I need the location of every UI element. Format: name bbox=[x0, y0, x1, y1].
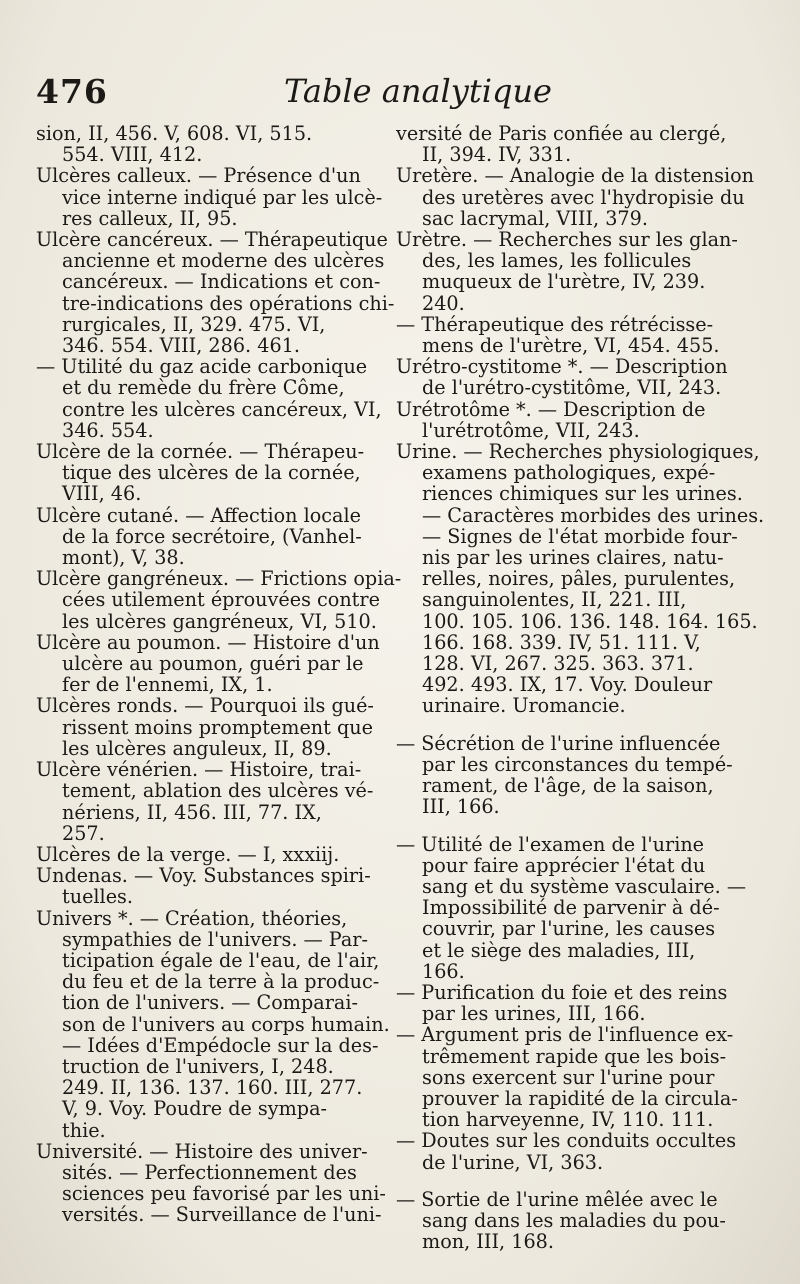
index-entry-line: sac lacrymal, VIII, 379. bbox=[422, 206, 648, 230]
index-entry-continuation bbox=[396, 123, 756, 165]
index-entry-line: sympathies de l'univers. — Par- bbox=[62, 927, 368, 951]
index-entry-line: sang et du système vasculaire. — bbox=[422, 874, 747, 898]
index-entry-line: du feu et de la terre à la produc- bbox=[62, 970, 380, 994]
index-entry bbox=[36, 567, 402, 633]
index-entry bbox=[396, 314, 756, 356]
index-column-right bbox=[396, 122, 765, 1254]
running-title: Table analytique bbox=[284, 72, 552, 110]
index-entry-line: rurgicales, II, 329. 475. VI, bbox=[62, 312, 326, 336]
index-entry-line: 492. 493. IX, 17. Voy. Douleur bbox=[422, 673, 713, 697]
index-entry-line: Ulcère vénérien. — Histoire, trai- bbox=[36, 758, 362, 782]
index-entry-line: mens de l'urètre, VI, 454. 455. bbox=[422, 334, 720, 358]
index-entry-line: — Argument pris de l'influence ex- bbox=[396, 1023, 734, 1047]
index-entry-line: Ulcère cancéreux. — Thérapeutique bbox=[36, 228, 388, 252]
index-entry-line: 346. 554. VIII, 286. 461. bbox=[62, 334, 300, 358]
index-entry-line: tique des ulcères de la cornée, bbox=[62, 461, 361, 485]
index-entry-line: nériens, II, 456. III, 77. IX, bbox=[62, 800, 322, 824]
index-entry bbox=[36, 355, 382, 442]
index-entry-line: II, 394. IV, 331. bbox=[422, 143, 572, 167]
index-entry bbox=[36, 1139, 386, 1227]
index-entry bbox=[396, 229, 756, 314]
index-entry bbox=[36, 695, 378, 759]
index-entry bbox=[36, 228, 395, 358]
index-entry bbox=[396, 440, 765, 718]
index-entry-line: sciences peu favorisé par les uni- bbox=[62, 1182, 386, 1206]
index-entry bbox=[396, 834, 756, 982]
index-entry-line: Uretère. — Analogie de la distension bbox=[396, 164, 754, 188]
page-header bbox=[36, 72, 760, 122]
index-entry bbox=[396, 1189, 756, 1253]
index-entry-line: Impossibilité de parvenir à dé- bbox=[422, 896, 720, 920]
index-entry-line: Ulcères de la verge. — I, xxxiij. bbox=[36, 842, 340, 866]
index-entry-line: urinaire. Uromancie. bbox=[422, 694, 626, 718]
index-entry-line: sang dans les maladies du pou- bbox=[422, 1208, 726, 1232]
index-entry-line: res calleux, II, 95. bbox=[62, 206, 238, 230]
index-entry-line: 249. II, 136. 137. 160. III, 277. bbox=[62, 1076, 363, 1100]
index-entry-line: sons exercent sur l'urine pour bbox=[422, 1065, 715, 1089]
index-entry-line: Urétrotôme *. — Description de bbox=[396, 397, 706, 421]
index-entry-line: 166. 168. 339. IV, 51. 111. V, bbox=[422, 630, 701, 654]
index-entry-line: vice interne indiqué par les ulcè- bbox=[62, 185, 383, 209]
index-entry-line: — Idées d'Empédocle sur la des- bbox=[62, 1033, 379, 1057]
index-entry-line: rissent moins promptement que bbox=[62, 715, 373, 739]
index-entry-line: de la force secrétoire, (Vanhel- bbox=[62, 524, 362, 548]
index-entry-line: mont), V, 38. bbox=[62, 546, 185, 570]
index-entry-line: 554. VIII, 412. bbox=[62, 143, 203, 167]
index-entry-line: ticipation égale de l'eau, de l'air, bbox=[62, 948, 380, 972]
index-entry-line: trêmement rapide que les bois- bbox=[422, 1044, 727, 1068]
index-entry-line: tre-indications des opérations chi- bbox=[62, 291, 395, 315]
index-entry-line: tion de l'univers. — Comparai- bbox=[62, 991, 358, 1015]
index-entry-line: cancéreux. — Indications et con- bbox=[62, 270, 381, 294]
index-entry bbox=[396, 165, 756, 229]
index-entry-line: VIII, 46. bbox=[62, 482, 142, 506]
index-entry bbox=[396, 982, 756, 1024]
index-entry-line: nis par les urines claires, natu- bbox=[422, 546, 724, 570]
index-entry-line: pour faire apprécier l'état du bbox=[422, 853, 706, 877]
index-entry bbox=[396, 1024, 756, 1130]
index-entry-line: son de l'univers au corps humain. bbox=[62, 1012, 390, 1036]
index-entry-line: tion harveyenne, IV, 110. 111. bbox=[422, 1108, 714, 1132]
index-entry-line: — Caractères morbides des urines. bbox=[422, 503, 765, 527]
index-entry-line: versité de Paris confiée au clergé, bbox=[396, 122, 727, 145]
page-number: 476 bbox=[36, 72, 108, 111]
index-entry-line: rament, de l'âge, de la saison, bbox=[422, 774, 714, 798]
index-entry-line: Univers *. — Création, théories, bbox=[36, 906, 348, 930]
index-entry-line: riences chimiques sur les urines. bbox=[422, 482, 743, 506]
index-entry bbox=[396, 1130, 756, 1172]
index-entry-line: III, 166. bbox=[422, 795, 500, 819]
index-entry-line: par les circonstances du tempé- bbox=[422, 752, 733, 776]
index-entry-line: Ulcère au poumon. — Histoire d'un bbox=[36, 630, 380, 654]
index-entry-line: fer de l'ennemi, IX, 1. bbox=[62, 673, 273, 697]
index-entry-line: 100. 105. 106. 136. 148. 164. 165. bbox=[422, 609, 758, 633]
index-entry-line: ulcère au poumon, guéri par le bbox=[62, 652, 364, 676]
index-entry-line: examens pathologiques, expé- bbox=[422, 461, 716, 485]
index-entry bbox=[36, 164, 383, 230]
index-entry bbox=[396, 733, 756, 818]
index-entry-line: Ulcère de la cornée. — Thérapeu- bbox=[36, 440, 365, 464]
index-entry-line: — Sortie de l'urine mêlée avec le bbox=[396, 1187, 718, 1211]
index-entry-line: mon, III, 168. bbox=[422, 1230, 554, 1254]
index-entry-line: versités. — Surveillance de l'uni- bbox=[62, 1203, 382, 1227]
index-entry-line: de l'urétro-cystitôme, VII, 243. bbox=[422, 376, 722, 400]
index-entry-line: thie. bbox=[62, 1118, 106, 1142]
index-entry-line: — Doutes sur les conduits occultes bbox=[396, 1129, 737, 1153]
index-entry-line: Ulcère cutané. — Affection locale bbox=[36, 503, 361, 527]
index-entry-line: Ulcères ronds. — Pourquoi ils gué- bbox=[36, 694, 374, 718]
index-entry-line: les ulcères anguleux, II, 89. bbox=[62, 736, 332, 760]
index-entry-continuation bbox=[36, 123, 378, 165]
index-entry-line: — Utilité de l'examen de l'urine bbox=[396, 832, 705, 856]
index-entry-line: relles, noires, pâles, purulentes, bbox=[422, 567, 736, 591]
index-entry bbox=[36, 441, 378, 505]
index-entry-line: sités. — Perfectionnement des bbox=[62, 1160, 357, 1184]
index-entry-line: — Sécrétion de l'urine influencée bbox=[396, 731, 721, 755]
index-entry-line: — Thérapeutique des rétrécisse- bbox=[396, 312, 714, 336]
index-entry-line: sanguinolentes, II, 221. III, bbox=[422, 588, 687, 612]
index-entry-line: — Utilité du gaz acide carbonique bbox=[36, 355, 368, 379]
index-entry bbox=[396, 399, 756, 441]
index-entry-line: — Purification du foie et des reins bbox=[396, 980, 728, 1004]
index-entry-line: Ulcère gangréneux. — Frictions opia- bbox=[36, 567, 402, 591]
index-entry-line: 166. bbox=[422, 959, 465, 983]
index-entry-line: ancienne et moderne des ulcères bbox=[62, 249, 385, 273]
index-entry-line: et du remède du frère Côme, bbox=[62, 376, 345, 400]
index-entry-line: 128. VI, 267. 325. 363. 371. bbox=[422, 652, 694, 676]
index-entry-line: Université. — Histoire des univer- bbox=[36, 1139, 368, 1163]
index-entry-line: des, les lames, les follicules bbox=[422, 249, 692, 273]
index-entry bbox=[36, 632, 378, 696]
index-entry-line: par les urines, III, 166. bbox=[422, 1002, 646, 1026]
index-entry bbox=[36, 505, 378, 569]
index-entry-line: Urine. — Recherches physiologiques, bbox=[396, 440, 760, 464]
index-entry-line: truction de l'univers, I, 248. bbox=[62, 1054, 334, 1078]
index-entry-line: l'urétrotôme, VII, 243. bbox=[422, 418, 640, 442]
index-entry-line: 257. bbox=[62, 821, 105, 845]
index-entry bbox=[36, 759, 378, 844]
index-column-left bbox=[36, 122, 402, 1227]
index-entry-line: les ulcères gangréneux, VI, 510. bbox=[62, 609, 377, 633]
index-entry-line: V, 9. Voy. Poudre de sympa- bbox=[62, 1097, 328, 1121]
index-entry-line: des uretères avec l'hydropisie du bbox=[422, 185, 745, 209]
index-entry-line: contre les ulcères cancéreux, VI, bbox=[62, 397, 382, 421]
index-entry-line: de l'urine, VI, 363. bbox=[422, 1150, 604, 1174]
index-entry-line: — Signes de l'état morbide four- bbox=[422, 524, 738, 548]
index-entry-line: Urètre. — Recherches sur les glan- bbox=[396, 228, 738, 252]
index-entry bbox=[396, 356, 756, 398]
index-entry-line: tement, ablation des ulcères vé- bbox=[62, 779, 374, 803]
index-entry bbox=[36, 844, 378, 865]
index-entry-line: cées utilement éprouvées contre bbox=[62, 588, 380, 612]
index-entry bbox=[36, 906, 390, 1142]
index-entry-line: tuelles. bbox=[62, 885, 133, 909]
index-entry-line: muqueux de l'urètre, IV, 239. bbox=[422, 270, 706, 294]
index-entry-line: Ulcères calleux. — Présence d'un bbox=[36, 164, 361, 188]
index-entry-line: sion, II, 456. V, 608. VI, 515. bbox=[36, 122, 313, 145]
index-entry-line: prouver la rapidité de la circula- bbox=[422, 1086, 738, 1110]
index-entry-line: Urétro-cystitome *. — Description bbox=[396, 355, 728, 379]
index-entry-line: 346. 554. bbox=[62, 418, 154, 442]
index-entry-line: 240. bbox=[422, 291, 465, 315]
index-entry-line: et le siège des maladies, III, bbox=[422, 938, 696, 962]
index-entry bbox=[36, 865, 378, 907]
index-entry-line: Undenas. — Voy. Substances spiri- bbox=[36, 864, 371, 888]
index-entry-line: couvrir, par l'urine, les causes bbox=[422, 917, 716, 941]
